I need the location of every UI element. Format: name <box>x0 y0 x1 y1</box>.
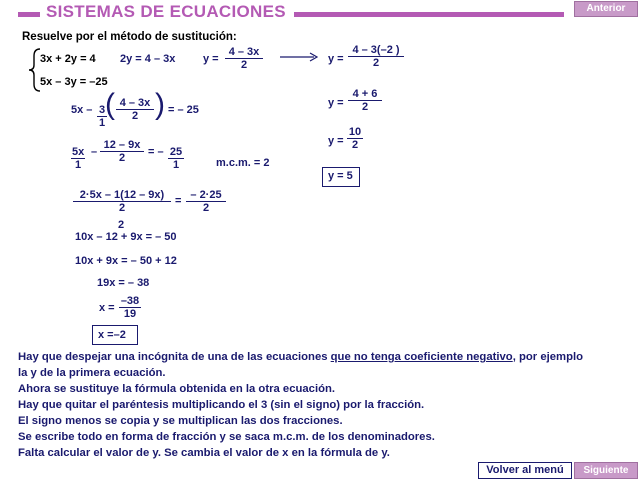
paren-right: ) <box>155 88 165 121</box>
step-b-c-fraction <box>168 146 184 171</box>
step-b-b-fraction <box>100 139 144 164</box>
x-calc-lhs: x = <box>99 302 115 314</box>
system-eq1: 3x + 2y = 4 <box>40 53 96 65</box>
y-calc-c-fraction <box>347 126 363 151</box>
step-b-c-den: 1 <box>172 159 180 171</box>
explanation-line-3: Ahora se sustituye la fórmula obtenida en la otra ecuación. <box>18 383 336 395</box>
step-c-right-fraction <box>186 189 226 214</box>
anterior-button[interactable]: Anterior <box>574 1 638 17</box>
arrow-icon <box>280 52 318 62</box>
step-b-eq: = – <box>148 146 164 158</box>
step-c-right-num: – 2·25 <box>186 189 226 202</box>
y-formula-fraction <box>225 46 263 71</box>
explanation-line-2: la y de la primera ecuación. <box>18 367 166 379</box>
linear-line-1: 10x – 12 + 9x = – 50 <box>75 231 177 243</box>
explanation-line-1-underline: que no tenga coeficiente negativo <box>330 351 513 363</box>
y-formula-lhs: y = <box>203 53 219 65</box>
volver-menu-button[interactable]: Volver al menú <box>478 462 572 479</box>
subst-three-num: 3 <box>98 104 106 116</box>
step-b-a-den: 1 <box>74 159 82 171</box>
step-c-left-den: 2 <box>118 202 126 214</box>
step-b-b-den: 2 <box>118 152 126 164</box>
explanation-line-1-b: , por ejemplo <box>512 351 584 363</box>
step-c-extra-den: 2 <box>118 219 125 231</box>
step-b-minus: – <box>91 146 98 158</box>
explanation-line-7: Falta calcular el valor de y. Se cambia el valor de x en la fórmula de y. <box>18 447 390 459</box>
explanation-line-1-a: Hay que despejar una incógnita de una de las ecuaciones <box>18 351 331 363</box>
y-calc-a-lhs: y = <box>328 53 344 65</box>
x-calc-num: –38 <box>120 295 140 307</box>
siguiente-button[interactable]: Siguiente <box>574 462 638 479</box>
explanation-line-6: Se escribe todo en forma de fracción y se saca m.c.m. de los denominadores. <box>18 431 435 443</box>
x-calc-fraction <box>119 295 141 320</box>
explanation-line-4: Hay que quitar el paréntesis multiplicando el 3 (sin el signo) por la fracción. <box>18 399 425 411</box>
system-eq2: 5x – 3y = –25 <box>40 76 108 88</box>
subst-lead: 5x – <box>71 104 93 116</box>
isolate-step: 2y = 4 – 3x <box>120 53 176 65</box>
linear-line-2: 10x + 9x = – 50 + 12 <box>75 255 177 267</box>
instruction-text: Resuelve por el método de sustitución: <box>22 31 237 43</box>
paren-left: ( <box>105 88 115 121</box>
subst-inner-den: 2 <box>131 110 139 122</box>
y-calc-b-fraction <box>348 88 382 113</box>
y-calc-c-num: 10 <box>348 126 362 138</box>
y-calc-b-lhs: y = <box>328 97 344 109</box>
step-b-c-num: 25 <box>169 146 183 158</box>
y-calc-a-fraction <box>348 44 404 69</box>
step-b-a-num: 5x <box>72 146 85 158</box>
y-formula-num: 4 – 3x <box>225 46 263 59</box>
step-c-right-den: 2 <box>202 202 210 214</box>
step-c-eq: = <box>175 195 182 207</box>
subst-rhs: = – 25 <box>168 104 199 116</box>
subst-three-den: 1 <box>98 117 106 129</box>
mcm-label: m.c.m. = 2 <box>216 157 270 169</box>
y-calc-a-num: 4 – 3(–2 ) <box>348 44 404 57</box>
x-result: x =–2 <box>98 329 126 341</box>
step-c-left-num: 2·5x – 1(12 – 9x) <box>73 189 171 202</box>
subst-inner-num: 4 – 3x <box>116 97 154 110</box>
header-bar-left <box>18 12 40 17</box>
page-title: SISTEMAS DE ECUACIONES <box>46 2 286 21</box>
y-calc-b-den: 2 <box>361 101 369 113</box>
subst-inner-fraction <box>116 97 154 122</box>
explanation-line-5: El signo menos se copia y se multiplican las dos fracciones. <box>18 415 343 427</box>
y-calc-b-num: 4 + 6 <box>348 88 382 101</box>
header-bar-right <box>294 12 564 17</box>
y-calc-a-den: 2 <box>372 57 380 69</box>
y-formula-den: 2 <box>240 59 248 71</box>
step-c-left-fraction <box>73 189 171 214</box>
x-calc-den: 19 <box>123 308 137 320</box>
y-result: y = 5 <box>328 170 353 182</box>
step-b-b-num: 12 – 9x <box>100 139 144 152</box>
linear-line-3: 19x = – 38 <box>97 277 150 289</box>
explanation-line-1 <box>18 351 583 363</box>
y-calc-c-lhs: y = <box>328 135 344 147</box>
step-b-a-fraction <box>71 146 85 171</box>
y-calc-c-den: 2 <box>351 139 359 151</box>
